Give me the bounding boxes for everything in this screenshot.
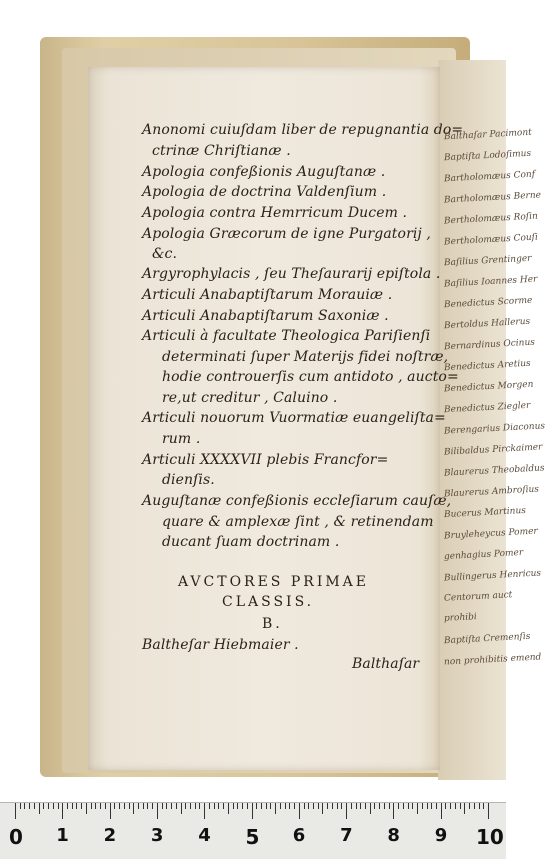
ruler-number: 5: [245, 825, 260, 849]
ruler-tick: [105, 803, 106, 809]
ruler-tick: [308, 803, 309, 809]
ruler-tick: [374, 803, 375, 809]
ruler-tick: [176, 803, 177, 809]
ruler-tick: [143, 803, 144, 809]
facing-text-line: Bertoldus Hallerus: [443, 316, 531, 332]
ruler-tick: [360, 803, 361, 809]
text-line: rum .: [162, 431, 201, 447]
catchword: Balthaſar: [352, 656, 420, 672]
ruler-tick: [34, 803, 35, 809]
facing-text-line: Bruyleheycus Pomer: [443, 526, 538, 542]
section-heading-line1: AVCTORES PRIMAE: [178, 574, 370, 590]
ruler-tick: [185, 803, 186, 809]
ruler-tick: [469, 803, 470, 809]
facing-text-line: Bartholomæus Berne: [443, 190, 542, 206]
ruler-tick: [408, 803, 409, 809]
ruler-tick: [351, 803, 352, 809]
ruler-tick: [422, 803, 423, 809]
ruler-tick: [384, 803, 385, 809]
ruler-tick: [261, 803, 262, 809]
ruler-tick: [114, 803, 115, 809]
facing-text-line: Benedictus Aretius: [443, 358, 531, 374]
ruler-tick: [29, 803, 30, 809]
ruler-tick: [91, 803, 92, 809]
ruler-tick: [95, 803, 96, 809]
ruler-tick: [43, 803, 44, 809]
ruler-tick: [58, 803, 59, 809]
ruler-tick: [275, 803, 276, 814]
text-line: ctrinæ Chriſtianæ .: [152, 143, 291, 159]
ruler-tick: [67, 803, 68, 809]
section-letter: B.: [262, 616, 283, 632]
facing-text-line: Baſilius Ioannes Her: [443, 274, 538, 290]
text-line: &c.: [152, 246, 178, 262]
facing-text-line: Benedictus Scorme: [443, 295, 533, 311]
facing-text-line: Bucerus Martinus: [443, 505, 527, 521]
ruler-tick: [256, 803, 257, 809]
text-line: Articuli Anabaptiſtarum Morauiæ .: [142, 287, 393, 303]
facing-text-line: prohibi: [443, 612, 478, 624]
ruler-tick: [346, 803, 347, 819]
ruler-tick: [412, 803, 413, 809]
text-line: Apologia contra Hemrricum Ducem .: [142, 205, 408, 221]
facing-text-line: Centorum auct: [443, 590, 513, 604]
ruler-tick: [124, 803, 125, 809]
facing-text-line: Blaurerus Ambroſius: [443, 484, 540, 500]
ruler-tick: [24, 803, 25, 809]
ruler-number: 0: [9, 825, 23, 849]
ruler-tick: [86, 803, 87, 814]
ruler-number: 2: [103, 825, 117, 846]
facing-text-line: genhagius Pomer: [443, 547, 524, 563]
facing-text-line: Blaurerus Theobaldus: [443, 463, 545, 479]
ruler-tick: [327, 803, 328, 809]
text-line: Apologia Græcorum de igne Purgatorij ,: [142, 226, 431, 242]
ruler-tick: [479, 803, 480, 809]
ruler-number: 3: [150, 825, 164, 846]
ruler-number: 4: [198, 825, 211, 846]
text-line: determinati ſuper Materijs fidei noſtræ,: [162, 349, 449, 365]
text-line: Articuli XXXXVII plebis Francfor=: [142, 452, 389, 468]
ruler-tick: [431, 803, 432, 809]
ruler-tick: [119, 803, 120, 809]
facing-text-line: Bartholomæus Conf: [443, 169, 536, 185]
ruler-tick: [190, 803, 191, 809]
text-line: Apologia de doctrina Valdenſium .: [142, 184, 387, 200]
ruler-tick: [209, 803, 210, 809]
ruler-number: 6: [292, 825, 306, 846]
ruler-tick: [393, 803, 394, 819]
ruler-tick: [365, 803, 366, 809]
ruler-tick: [171, 803, 172, 809]
ruler-tick: [294, 803, 295, 809]
text-line: Articuli Anabaptiſtarum Saxoniæ .: [142, 308, 389, 324]
ruler-tick: [455, 803, 456, 809]
ruler-tick: [337, 803, 338, 809]
facing-text-line: Bernardinus Ocinus: [443, 337, 536, 353]
facing-text-line: Bilibaldus Pirckaimer: [443, 442, 543, 458]
ruler-tick: [214, 803, 215, 809]
ruler-tick: [233, 803, 234, 809]
ruler-tick: [242, 803, 243, 809]
facing-text-line: Benedictus Morgen: [443, 379, 534, 395]
facing-text-line: Bertholomæus Couſi: [443, 232, 539, 248]
ruler-number: 7: [340, 825, 353, 846]
text-line: dienſis.: [162, 472, 215, 488]
ruler-tick: [450, 803, 451, 809]
ruler-tick: [441, 803, 442, 819]
ruler-tick: [133, 803, 134, 814]
ruler-tick: [313, 803, 314, 809]
ruler-tick: [266, 803, 267, 809]
ruler-tick: [195, 803, 196, 809]
ruler-tick: [332, 803, 333, 809]
ruler-number: 9: [434, 825, 448, 846]
ruler-tick: [247, 803, 248, 809]
facing-text-line: Bullingerus Henricus: [443, 568, 542, 584]
ruler-tick: [318, 803, 319, 809]
ruler-tick: [488, 803, 489, 819]
text-line: ducant ſuam doctrinam .: [162, 534, 340, 550]
ruler-tick: [398, 803, 399, 809]
ruler-tick: [280, 803, 281, 809]
ruler-tick: [110, 803, 111, 819]
ruler-tick: [474, 803, 475, 809]
ruler-tick: [228, 803, 229, 814]
ruler-tick: [389, 803, 390, 809]
ruler-tick: [62, 803, 63, 819]
ruler-number: 1: [56, 825, 69, 846]
ruler-tick: [445, 803, 446, 809]
ruler-tick: [341, 803, 342, 809]
ruler-tick: [129, 803, 130, 809]
ruler-tick: [483, 803, 484, 809]
text-line: Articuli nouorum Vuormatiæ euangeliſta=: [142, 410, 446, 426]
facing-page: [438, 60, 545, 780]
ruler-tick: [138, 803, 139, 809]
facing-text-line: Baptiſta Lodoſimus: [443, 148, 532, 164]
text-line: Apologia confeßionis Auguſtanæ .: [142, 164, 386, 180]
ruler-tick: [270, 803, 271, 809]
ruler-number: 10: [476, 825, 504, 849]
ruler-tick: [72, 803, 73, 809]
ruler-tick: [100, 803, 101, 809]
ruler-tick: [299, 803, 300, 819]
ruler-tick: [379, 803, 380, 809]
ruler-number: 8: [387, 825, 400, 846]
facing-text-line: Benedictus Ziegler: [443, 400, 531, 416]
ruler-tick: [76, 803, 77, 809]
author-entry: Balthеſar Hiebmaier .: [142, 637, 299, 653]
text-line: Argyrophylacis , ſeu Theſaurarij epiſtola .: [142, 266, 441, 282]
text-line: re,ut creditur , Caluino .: [162, 390, 338, 406]
ruler-tick: [322, 803, 323, 814]
facing-text-line: Baſilius Grentinger: [443, 253, 532, 269]
ruler-tick: [181, 803, 182, 814]
ruler-tick: [370, 803, 371, 814]
section-heading-line2: CLASSIS.: [222, 594, 315, 610]
ruler-tick: [20, 803, 21, 809]
measurement-ruler: [0, 802, 506, 859]
text-line: quare & amplexæ ſint , & retinendam: [162, 514, 434, 530]
ruler-tick: [464, 803, 465, 814]
facing-text-line: Bertholomæus Roſin: [443, 211, 539, 227]
text-line: Articuli à facultate Theologica Pariſienſi: [142, 328, 431, 344]
ruler-tick: [53, 803, 54, 809]
ruler-tick: [166, 803, 167, 809]
ruler-tick: [81, 803, 82, 809]
ruler-tick: [285, 803, 286, 809]
ruler-tick: [218, 803, 219, 809]
ruler-tick: [304, 803, 305, 809]
ruler-tick: [436, 803, 437, 809]
ruler-tick: [15, 803, 16, 819]
facing-text-line: non prohibitis emend: [443, 652, 542, 668]
ruler-tick: [403, 803, 404, 809]
ruler-tick: [223, 803, 224, 809]
ruler-tick: [252, 803, 253, 819]
text-line: Anonomi cuiuſdam liber de repugnantia do=: [142, 122, 464, 138]
ruler-tick: [162, 803, 163, 809]
facing-text-line: Berengarius Diaconus: [443, 421, 545, 437]
facing-text-line: Balthaſar Pacimont: [443, 127, 533, 143]
ruler-tick: [427, 803, 428, 809]
ruler-tick: [39, 803, 40, 814]
text-line: hodie controuerſis cum antidoto , aucto=: [162, 369, 459, 385]
ruler-tick: [356, 803, 357, 809]
ruler-tick: [48, 803, 49, 809]
ruler-tick: [417, 803, 418, 814]
ruler-tick: [204, 803, 205, 819]
ruler-tick: [460, 803, 461, 809]
facing-text-line: Baptiſta Cremenſis: [443, 631, 531, 647]
ruler-tick: [237, 803, 238, 809]
text-line: Auguſtanæ confeßionis eccleſiarum cauſæ,: [142, 493, 452, 509]
ruler-tick: [147, 803, 148, 809]
ruler-tick: [289, 803, 290, 809]
ruler-tick: [157, 803, 158, 819]
ruler-tick: [199, 803, 200, 809]
ruler-tick: [152, 803, 153, 809]
